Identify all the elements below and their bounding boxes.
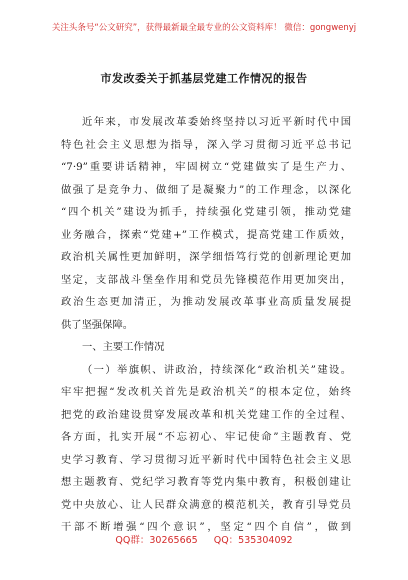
paragraph-line: 业务融合，探索“党建+”工作模式，提高党建工作质效， [61, 228, 351, 241]
paragraph-line: 供了坚强保障。 [61, 318, 134, 331]
section-heading: 一、主要工作情况 [82, 341, 165, 353]
paragraph-line: 各方面，扎实开展“不忘初心、牢记使命”主题教育、党 [61, 431, 351, 443]
document-title: 市发改委关于抓基层党建工作情况的报告 [100, 72, 308, 85]
paragraph-line: 坚定，支部战斗堡垒作用和党员先锋模范作用更加突出， [61, 273, 351, 286]
paragraph-line: 史学习教育、学习贯彻习近平新时代中国特色社会主义思 [61, 453, 351, 466]
qq-group-number: QQ群：30265665 [115, 535, 198, 546]
qq-number: QQ：535304092 [213, 535, 293, 546]
paragraph-line: 牢牢把握“发改机关首先是政治机关”的根本定位，始终 [61, 386, 351, 398]
paragraph-line: “7·9”重要讲话精神，牢固树立“党建做实了是生产力、 [61, 161, 351, 173]
paragraph-line: 近年来，市发展改革委始终坚持以习近平新时代中国 [82, 116, 351, 128]
paragraph-line: 政治生态更加清正，为推动发展改革事业高质量发展提 [61, 296, 351, 308]
document-body [61, 111, 351, 539]
footer-contact [0, 535, 408, 547]
paragraph-line: “四个机关”建设为抓手，持续强化党建引领，推动党建 [61, 206, 351, 218]
paragraph-line: 党中央放心、让人民群众满意的模范机关，教育引导党员 [61, 498, 351, 511]
paragraph-line: 想主题教育、党纪学习教育等党内集中教育，积极创建让 [61, 476, 351, 488]
paragraph-line: 政治机关属性更加鲜明，深学细悟笃行党的创新理论更加 [61, 251, 351, 263]
paragraph-line: 做强了是竞争力、做细了是凝聚力”的工作理念，以深化 [61, 183, 351, 196]
paragraph-line: 干部不断增强“四个意识”，坚定“四个自信”，做到 [61, 521, 351, 533]
paragraph-line: 把党的政治建设贯穿发展改革和机关党建工作的全过程、 [61, 408, 351, 421]
header-banner: 关注头条号“公文研究”，获得最新最全最专业的公文资料库！ 微信：gongwenyj [51, 23, 357, 33]
paragraph-line: 特色社会主义思想为指导，深入学习贯彻习近平总书记 [61, 138, 351, 151]
subsection-heading: （一）举旗帜、讲政治，持续深化“政治机关”建设。 [82, 363, 351, 376]
